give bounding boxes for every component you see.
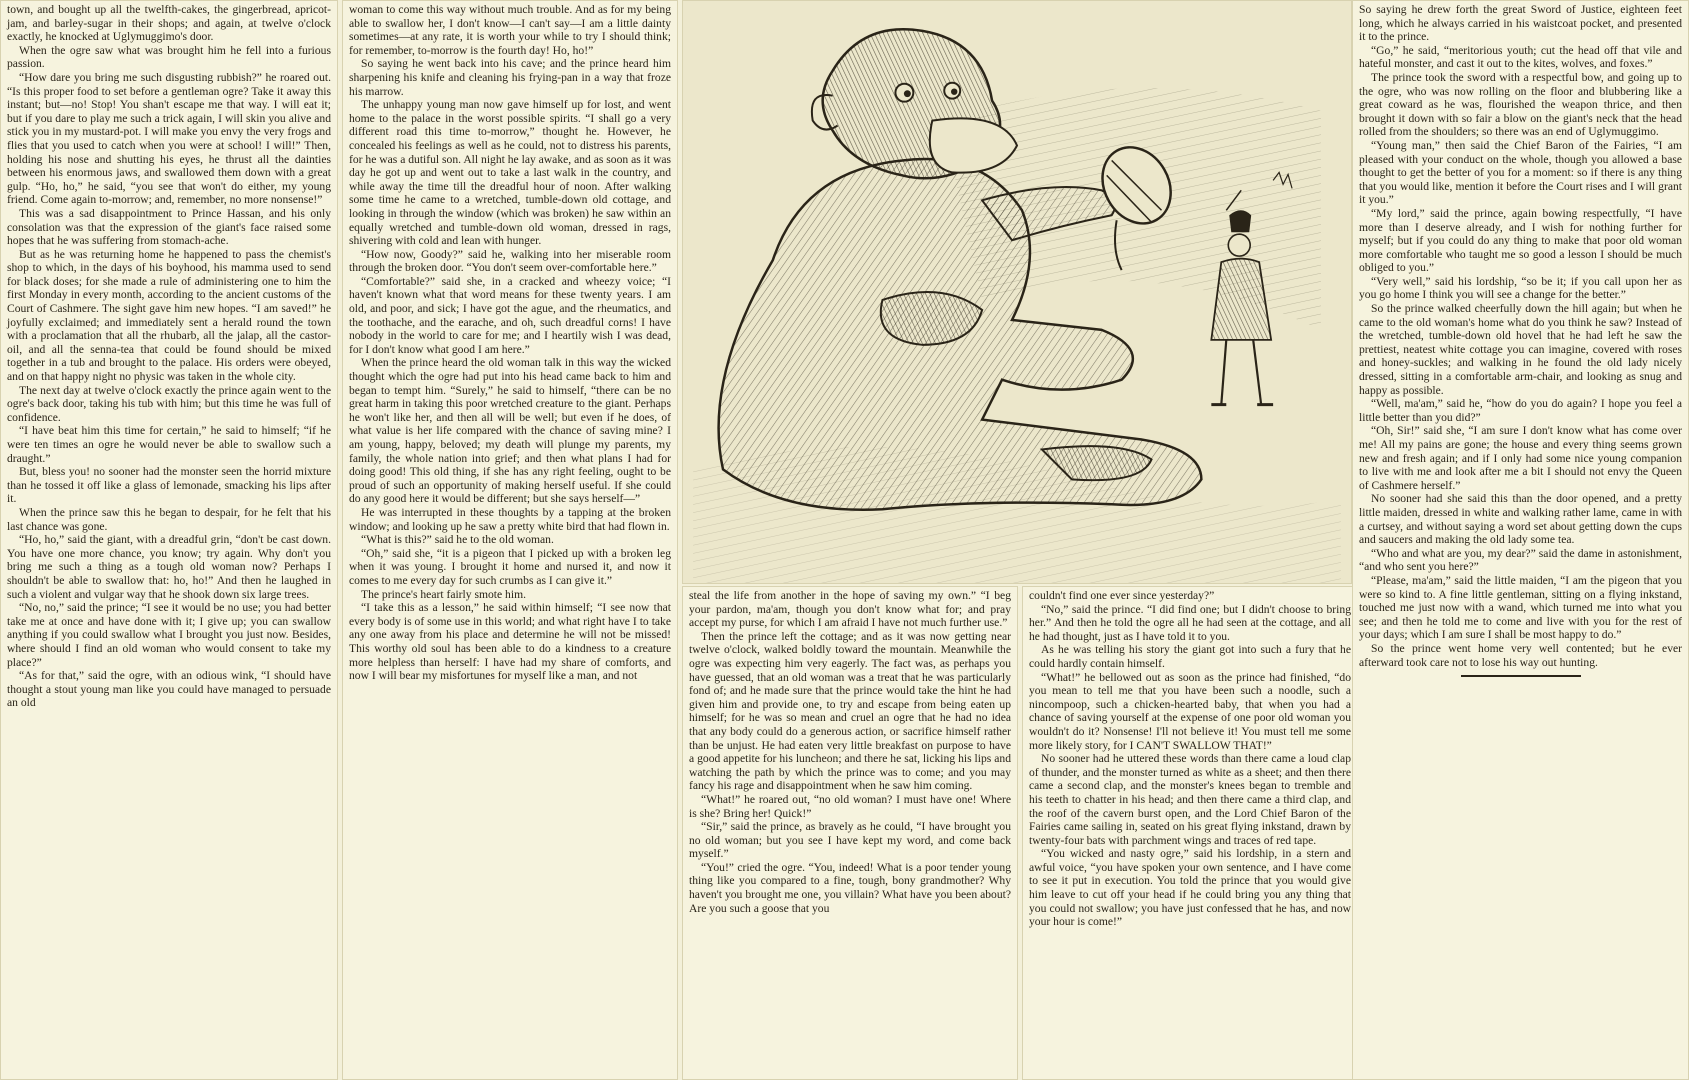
paragraph: “Who and what are you, my dear?” said the dame in astonishment, “and who sent you here?” xyxy=(1359,546,1682,574)
paragraph: couldn't find one ever since yesterday?” xyxy=(1029,589,1215,602)
paragraph: No sooner had she said this than the door opened, and a pretty little maiden, dressed in white and walking rather lame, came in with a curtsey, and without saying a word set about getting down the cups and saucers and making the old lady some tea. xyxy=(1359,492,1682,547)
text-column-3 xyxy=(682,586,1018,1080)
paragraph: Then the prince left the cottage; and as it was now getting near twelve o'clock, walked boldly toward the mountain. Meanwhile the ogre was expecting him very eagerly. The fact was, as perhaps you have guessed, that an old woman was a treat that he was particularly fond of; and he made sure that the prince would take the hint he had given him and provide one, to try and escape from being eaten up himself; for he was so mean and cruel an ogre that he had no idea that any body could do a generous action, or sacrifice himself rather than be unjust. He had eaten very little breakfast on purpose to have a good appetite for his luncheon; and there he sat, licking his lips and watching the path by which the prince was to come; and you may fancy his rage and disappointment when he saw him coming. xyxy=(689,629,1011,793)
paragraph: town, and bought up all the twelfth-cakes, the gingerbread, apricot-jam, and barley-sugar in their shops; and again, at twelve o'clock exactly, he knocked at Uglymuggimo's door. xyxy=(7,3,331,44)
paragraph: steal the life from another in the hope of saving my own.” “I beg your pardon, ma'am, though you don't know what for; and pray accept my purse, for which I am afraid I have not much further use.” xyxy=(689,589,1011,630)
paragraph: “You!” cried the ogre. “You, indeed! What is a poor tender young thing like you compared to a fine, tough, bony grandmother? Why haven't you brought me one, you villain? What have you been about? Are you such a goose that you xyxy=(689,860,1011,915)
paragraph: “What!” he bellowed out as soon as the prince had finished, “do you mean to tell me that you have been such a noodle, such a nincompoop, such a chicken-hearted baby, that when you had a chance of saving yourself at the expense of one poor old woman you wouldn't do it? Nonsense! I'll not believe it! You must tell me some more likely story, for I CAN'T SWALLOW THAT!” xyxy=(1029,670,1351,752)
paragraph: “No,” said the prince. “I did find one; but I didn't choose to bring her.” And then he told the ogre all he had seen at the cottage, and all he had thought, just as I have told it to you. xyxy=(1029,602,1351,643)
paragraph: He was interrupted in these thoughts by a tapping at the broken window; and looking up he saw a pretty white bird that had flown in. xyxy=(349,505,671,533)
ogre-illustration xyxy=(682,0,1352,584)
paragraph: “Please, ma'am,” said the little maiden, “I am the pigeon that you were so kind to. A fine little gentleman, sitting on a flying inkstand, touched me just now with a wand, which turned me into what you see; and then he told me to come and live with you for the rest of your days; which I am sure I shall be most happy to do.” xyxy=(1359,573,1682,642)
paragraph: “Oh,” said she, “it is a pigeon that I picked up with a broken leg when it was young. I brought it home and nursed it, and now it comes to me every day for such crumbs as I can give it.” xyxy=(349,546,671,587)
paragraph: “My lord,” said the prince, again bowing respectfully, “I have more than I deserve already, and I wish for nothing further for myself; but if you could do any thing to make that poor old woman more comfortable who taught me so good a lesson I should be much obliged to you.” xyxy=(1359,206,1682,275)
paragraph: No sooner had he uttered these words than there came a loud clap of thunder, and the monster turned as white as a sheet; and then there came a second clap, and the monster's knees began to tremble and his teeth to chatter in his head; and then there came a third clap, and the roof of the cavern burst open, and the Lord Chief Baron of the Fairies came sailing in, seated on his great flying inkstand, drawn by twenty-four bats with parchment wings and traces of red tape. xyxy=(1029,752,1351,847)
paragraph: The prince took the sword with a respectful bow, and going up to the ogre, who was now rolling on the floor and blubbering like a great coward as he was, flourished the weapon thrice, and then brought it down with so fair a blow on the giant's neck that the head rolled from the shoulders; so there was an end of Uglymuggimo. xyxy=(1359,70,1682,139)
paragraph: “Well, ma'am,” said he, “how do you do again? I hope you feel a little better than you did?” xyxy=(1359,397,1682,424)
paragraph: “How dare you bring me such disgusting rubbish?” he roared out. “Is this proper food to set before a gentleman ogre? Take it away this instant; but—no! Stop! You shan't escape me that way. I will eat it; but if you dare to play me such a trick again, I will skin you alive and stick you in my mustard-pot. I will make you envy the very frogs and flies that you used to catch when you were at school! I will!” Then, holding his nose and shutting his eyes, he thrust all the dainties between his enormous jaws, and swallowed them down with a great gulp. “Ho, ho,” he said, “you see that won't do either, my young friend. Come again to-morrow; and, remember, no more nonsense!” xyxy=(7,70,331,207)
text-column-5 xyxy=(1352,0,1689,1080)
paragraph: “I take this as a lesson,” he said within himself; “I see now that every body is of some use in this world; and what right have I to take any one away from his place and determine he will not be missed! This worthy old soul has been able to do a kindness to a creature more helpless than herself: I have had my share of comforts, and now I will bear my misfortunes for myself like a man, and not xyxy=(349,601,671,683)
paragraph: The prince's heart fairly smote him. xyxy=(361,587,526,601)
ogre-woodcut xyxy=(683,1,1351,583)
paragraph: But as he was returning home he happened to pass the chemist's shop to which, in the days of his boyhood, his mamma used to send for black doses; for she made a rule of administering one to him the first Monday in every month, according to the ancient customs of the Court of Cashmere. The sight gave him new hopes. “I am saved!” he joyfully exclaimed; and immediately sent a herald round the town with a proclamation that all the rhubarb, all the jalap, all the castor-oil, and all the senna-tea that could be found should be mixed together in a tub and brought to the palace. His orders were obeyed, and on that happy night no physic was taken in the whole city. xyxy=(7,247,331,384)
paragraph: When the prince heard the old woman talk in this way the wicked thought which the ogre had put into his head came back to him and began to tempt him. “Surely,” he said to himself, “there can be no great harm in taking this poor wretched creature to the giant. Perhaps he won't like her, and then all will be well; but even if he does, of what value is her life compared with the chance of saving mine? I am young, happy, beloved; my death will plunge my parents, my family, the whole nation into grief; and then what plans I had for doing good! This old thing, if she has any right feeling, ought to be proud of such an opportunity of making herself useful. If she could do any good here it would be different; but she says herself—” xyxy=(349,356,671,506)
paragraph: So the prince walked cheerfully down the hill again; but when he came to the old woman's home what do you think he saw? Instead of the wretched, tumble-down old hovel that he had left he saw the prettiest, neatest white cottage you can imagine, covered with roses and honey-suckles; and walking in he found the old lady nicely dressed, sitting in a comfortable arm-chair, and looking as snug and happy as possible. xyxy=(1359,302,1682,397)
paragraph: “As for that,” said the ogre, with an odious wink, “I should have thought a stout young man like you could have managed to persuade an old xyxy=(7,669,331,710)
paragraph: This was a sad disappointment to Prince Hassan, and his only consolation was that the expression of the giant's face raised some hopes that he was suffering from stomach-ache. xyxy=(7,206,331,248)
paragraph: “What!” he roared out, “no old woman? I must have one! Where is she? Bring her! Quick!” xyxy=(689,792,1011,820)
paragraph: So the prince went home very well contented; but he ever afterward took care not to lose his way out hunting. xyxy=(1359,641,1682,669)
paragraph: “Go,” he said, “meritorious youth; cut the head off that vile and hateful monster, and cast it out to the kites, wolves, and foxes.” xyxy=(1359,43,1682,71)
paragraph: When the prince saw this he began to despair, for he felt that his last chance was gone. xyxy=(7,505,331,533)
text-column-2 xyxy=(342,0,678,1080)
paragraph: “No, no,” said the prince; “I see it would be no use; you had better take me at once and have done with it; I give up; you can swallow anything if you could swallow what I brought you just now. Besides, where should I find an old woman who would consent to take my place?” xyxy=(7,601,331,669)
paragraph: So saying he went back into his cave; and the prince heard him sharpening his knife and cleaning his frying-pan in a way that froze his marrow. xyxy=(349,57,671,98)
paragraph: So saying he drew forth the great Sword of Justice, eighteen feet long, which he always carried in his waistcoat pocket, and presented it to the prince. xyxy=(1359,3,1682,44)
paragraph: “You wicked and nasty ogre,” said his lordship, in a stern and awful voice, “you have spoken your own sentence, and I have come to see it put in execution. You told the prince that you would give him leave to cut off your head if he could bring you any thing that you could not swallow; you have just confessed that he has, and now your hour is come!” xyxy=(1029,847,1351,929)
paragraph: As he was telling his story the giant got into such a fury that he could hardly contain himself. xyxy=(1029,643,1351,670)
paragraph: woman to come this way without much trouble. And as for my being able to swallow her, I don't know—I can't say—I am a little dainty sometimes—at any rate, it is worth your while to try I should think; for remember, to-morrow is the fourth day! Ho, ho!” xyxy=(349,3,671,57)
paragraph: “Young man,” then said the Chief Baron of the Fairies, “I am pleased with your conduct on the whole, though you allowed a base thought to get the better of you for a moment: so if there is any thing that you would like, mention it before the Court rises and I will grant it you.” xyxy=(1359,138,1682,207)
paragraph: When the ogre saw what was brought him he fell into a furious passion. xyxy=(7,43,331,71)
paragraph: “How now, Goody?” said he, walking into her miserable room through the broken door. “You don't seem over-comfortable here.” xyxy=(349,247,671,275)
paragraph: “Sir,” said the prince, as bravely as he could, “I have brought you no old woman; but you see I have kept my word, and come back myself.” xyxy=(689,820,1011,861)
text-column-4 xyxy=(1022,586,1358,1080)
paragraph: “Ho, ho,” said the giant, with a dreadful grin, “don't be cast down. You have one more chance, you know; try again. Why don't you bring me such a thing as a tough old woman now? Perhaps I shouldn't be able to swallow that: ho, ho!” And then he laughed in such a violent and vulgar way that he shook down six large trees. xyxy=(7,533,331,601)
paragraph: The unhappy young man now gave himself up for lost, and went home to the palace in the worst possible spirits. “I shall go a very different road this time to-morrow,” thought he. However, he concealed his feelings as well as he could, not to distress his parents, for he was a dutiful son. All night he lay awake, and as soon as it was day he got up and went out to take a last walk in the country, and while away the time till the dreadful hour of noon. After walking some time he came to a wretched, tumble-down old cottage, and looking in through the window (which was broken) he saw within an equally wretched and tumble-down old woman, dressed in rags, shivering with cold and lean with hunger. xyxy=(349,98,671,248)
text-column-1 xyxy=(0,0,338,1080)
paragraph: “Very well,” said his lordship, “so be it; if you call upon her as you go home I think you will see a change for the better.” xyxy=(1359,274,1682,302)
paragraph: “Comfortable?” said she, in a cracked and wheezy voice; “I haven't known what that word means for these twenty years. I am old, and poor, and sick; I have got the ague, and the rheumatics, and the toothache, and the earache, and oh, such dreadful corns! I have nobody in the world to care for me; and I heartily wish I was dead, for I don't know what good I am here.” xyxy=(349,274,671,356)
end-rule xyxy=(1461,675,1581,677)
paragraph: But, bless you! no sooner had the monster seen the horrid mixture than he tossed it off like a glass of lemonade, smacking his lips after it. xyxy=(7,465,331,506)
paragraph: “Oh, Sir!” said she, “I am sure I don't know what has come over me! All my pains are gone; the house and every thing seems grown new and fresh again; and if I only had some nice young companion to live with me and look after me a bit I should not envy the Queen of Cashmere herself.” xyxy=(1359,424,1682,492)
paragraph: “What is this?” said he to the old woman. xyxy=(361,533,554,547)
paragraph: “I have beat him this time for certain,” he said to himself; “if he were ten times an ogre he would never be able to swallow such a draught.” xyxy=(7,424,331,465)
paragraph: The next day at twelve o'clock exactly the prince again went to the ogre's back door, taking his tub with him; but this time he was full of confidence. xyxy=(7,383,331,424)
